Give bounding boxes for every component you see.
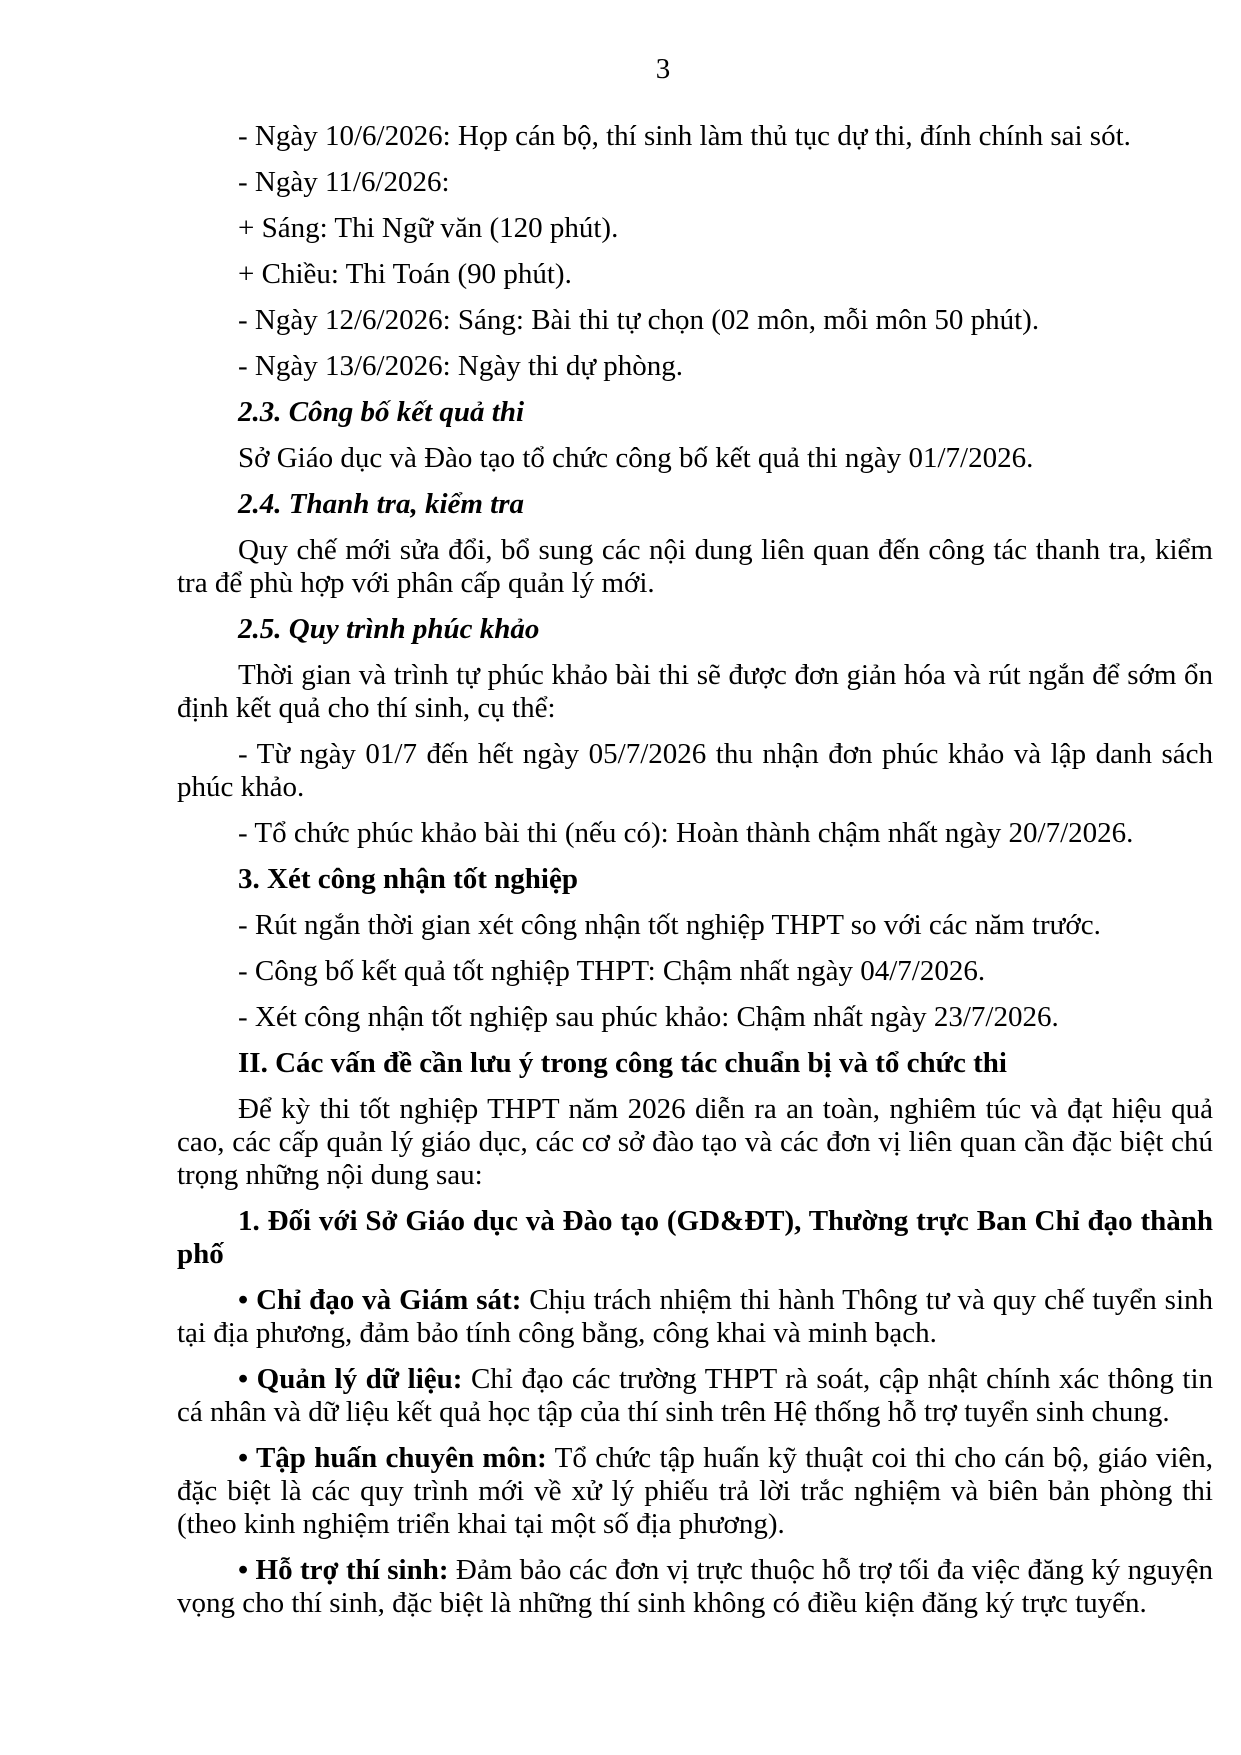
bullet-text: Chỉ đạo các trường THPT rà soát, cập nhật chính xác thông tin cá nhân và dữ liệu kết quả học tập của thí sinh trên Hệ thống hỗ trợ tuyển sinh chung. — [177, 1363, 1214, 1428]
paragraph: 2.5. Quy trình phúc khảo — [238, 613, 540, 645]
paragraph: - Công bố kết quả tốt nghiệp THPT: Chậm nhất ngày 04/7/2026. — [238, 955, 986, 987]
bullet-text: Đảm bảo các đơn vị trực thuộc hỗ trợ tối đa việc đăng ký nguyện vọng cho thí sinh, đặc biệt là những thí sinh không có điều kiện đăng ký trực tuyến. — [177, 1554, 1214, 1619]
bullet-label: • Chỉ đạo và Giám sát: — [238, 1284, 522, 1316]
paragraph: - Xét công nhận tốt nghiệp sau phúc khảo: Chậm nhất ngày 23/7/2026. — [238, 1001, 1059, 1033]
paragraph: - Ngày 10/6/2026: Họp cán bộ, thí sinh làm thủ tục dự thi, đính chính sai sót. — [238, 120, 1131, 152]
paragraph: - Từ ngày 01/7 đến hết ngày 05/7/2026 thu nhận đơn phúc khảo và lập danh sách phúc khảo. — [177, 738, 1213, 803]
paragraph: Sở Giáo dục và Đào tạo tổ chức công bố kết quả thi ngày 01/7/2026. — [238, 442, 1034, 474]
paragraph: - Ngày 11/6/2026: — [238, 166, 450, 198]
paragraph: Thời gian và trình tự phúc khảo bài thi sẽ được đơn giản hóa và rút ngắn để sớm ổn định kết quả cho thí sinh, cụ thể: — [177, 659, 1213, 724]
paragraph: - Ngày 13/6/2026: Ngày thi dự phòng. — [238, 350, 684, 382]
paragraph: 2.4. Thanh tra, kiểm tra — [238, 488, 525, 520]
paragraph: + Sáng: Thi Ngữ văn (120 phút). — [238, 212, 619, 244]
bullet-paragraph — [177, 1554, 1213, 1620]
paragraph: 1. Đối với Sở Giáo dục và Đào tạo (GD&ĐT), Thường trực Ban Chỉ đạo thành phố — [177, 1205, 1213, 1270]
bullet-text: Tổ chức tập huấn kỹ thuật coi thi cho cán bộ, giáo viên, đặc biệt là các quy trình mới về xử lý phiếu trả lời trắc nghiệm và biên bản phòng thi (theo kinh nghiệm triển khai tại một số địa phương). — [177, 1442, 1213, 1540]
paragraph: Để kỳ thi tốt nghiệp THPT năm 2026 diễn ra an toàn, nghiêm túc và đạt hiệu quả cao, các cấp quản lý giáo dục, các cơ sở đào tạo và các đơn vị liên quan cần đặc biệt chú trọng những nội dung sau: — [177, 1093, 1213, 1191]
bullet-text: Chịu trách nhiệm thi hành Thông tư và quy chế tuyển sinh tại địa phương, đảm bảo tính công bằng, công khai và minh bạch. — [177, 1284, 1214, 1349]
bullet-label: • Hỗ trợ thí sinh: — [238, 1554, 449, 1586]
bullet-label: • Tập huấn chuyên môn: — [238, 1442, 547, 1474]
bullet-paragraph — [177, 1284, 1213, 1350]
page-number: 3 — [655, 53, 671, 85]
paragraph: - Rút ngắn thời gian xét công nhận tốt nghiệp THPT so với các năm trước. — [238, 909, 1101, 941]
document-body — [177, 120, 1213, 1620]
bullet-label: • Quản lý dữ liệu: — [238, 1363, 463, 1395]
paragraph: - Tổ chức phúc khảo bài thi (nếu có): Hoàn thành chậm nhất ngày 20/7/2026. — [238, 817, 1134, 849]
paragraph: 2.3. Công bố kết quả thi — [238, 396, 525, 428]
bullet-paragraph — [177, 1442, 1213, 1541]
paragraph: Quy chế mới sửa đổi, bổ sung các nội dung liên quan đến công tác thanh tra, kiểm tra để phù hợp với phân cấp quản lý mới. — [177, 534, 1213, 599]
paragraph: - Ngày 12/6/2026: Sáng: Bài thi tự chọn (02 môn, mỗi môn 50 phút). — [238, 304, 1040, 336]
bullet-paragraph — [177, 1363, 1213, 1429]
paragraph: + Chiều: Thi Toán (90 phút). — [238, 258, 572, 290]
paragraph: II. Các vấn đề cần lưu ý trong công tác chuẩn bị và tổ chức thi — [238, 1047, 1007, 1079]
paragraph: 3. Xét công nhận tốt nghiệp — [238, 863, 578, 895]
